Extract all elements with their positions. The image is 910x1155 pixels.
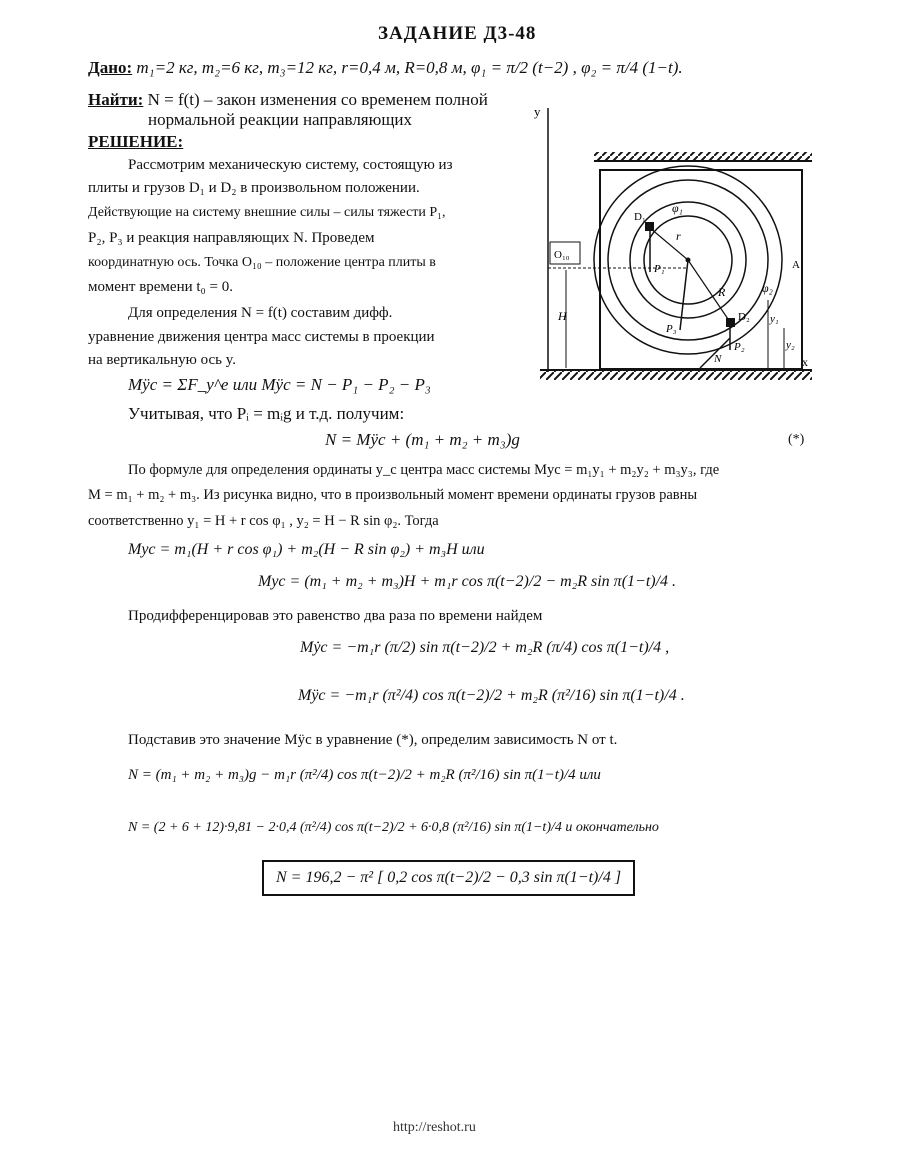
solution-p1-line6: момент времени t₀ = 0. (88, 279, 233, 295)
load-D2 (726, 318, 735, 327)
floor-hatch (540, 371, 812, 380)
solution-p1-line1: Рассмотрим механическую систему, состоящую из (128, 157, 453, 173)
equation-6: Mÿc = −m₁r (π²/4) cos π(t−2)/2 + m₂R (π²/16) sin π(1−t)/4 . (298, 687, 685, 704)
equation-8: N = (2 + 6 + 12)·9,81 − 2·0,4 (π²/4) cos π(t−2)/2 + 6·0,8 (π²/16) sin π(1−t)/4 и окончательно (128, 820, 659, 835)
solution-p1-line4: P₂, P₃ и реакция направляющих N. Проведем (88, 230, 375, 246)
mechanics-figure (530, 100, 820, 390)
solution-p4-line2: M = m₁ + m₂ + m₃. Из рисунка видно, что в произвольный момент времени ординаты грузов равны (88, 487, 698, 503)
load-D1 (645, 222, 654, 231)
equation-2: N = Mÿc + (m₁ + m₂ + m₃)g (325, 430, 520, 449)
solution-p4-line3: соответственно y₁ = H + r cos φ₁ , y₂ = H − R sin φ₂. Тогда (88, 513, 439, 529)
solution-p3: Учитывая, что Pᵢ = mᵢg и т.д. получим: (128, 404, 405, 423)
label-r: r (676, 229, 681, 243)
solution-p1-line3: Действующие на систему внешние силы – силы тяжести P₁, (88, 205, 446, 220)
solution-p2-line2: уравнение движения центра масс системы в проекции (88, 329, 435, 345)
given-line (88, 58, 683, 78)
label-N: N (714, 353, 722, 365)
force-P3 (680, 260, 688, 330)
final-result: N = 196,2 − π² [ 0,2 cos π(t−2)/2 − 0,3 sin π(1−t)/4 ] (262, 860, 635, 896)
document-title: ЗАДАНИЕ Д3-48 (378, 23, 537, 44)
label-y1: y₁ (770, 313, 779, 325)
label-phi1: φ₁ (672, 201, 683, 215)
footer-url: http://reshot.ru (393, 1120, 476, 1135)
ceiling-hatch (594, 152, 812, 161)
label-D2: D₂ (738, 311, 750, 323)
equation-4: Myc = (m₁ + m₂ + m₃)H + m₁r cos π(t−2)/2 − m₂R sin π(1−t)/4 . (258, 573, 677, 590)
find-label: Найти: (88, 90, 144, 109)
solution-p4-line1: По формуле для определения ординаты y_c центра масс системы Myc = m₁y₁ + m₂y₂ + m₃y₃, где (128, 462, 720, 478)
label-H: H (558, 309, 567, 323)
solution-p6: Подставив это значение Mÿc в уравнение (*), определим зависимость N от t. (128, 732, 618, 748)
given-label: Дано: (88, 58, 133, 77)
find-text-1: N = f(t) – закон изменения со временем полной (147, 90, 488, 109)
label-O10: O₁₀ (554, 249, 570, 261)
equation-2-number: (*) (788, 432, 805, 447)
equation-7: N = (m₁ + m₂ + m₃)g − m₁r (π²/4) cos π(t−2)/2 + m₂R (π²/16) sin π(1−t)/4 или (128, 767, 601, 783)
given-text: m₁=2 кг, m₂=6 кг, m₃=12 кг, r=0,4 м, R=0,8 м, φ₁ = π/2 (t−2) , φ₂ = π/4 (1−t). (136, 58, 683, 77)
label-A: A (792, 259, 800, 271)
solution-label: РЕШЕНИЕ: (88, 132, 184, 151)
solution-p1-line2: плиты и грузов D₁ и D₂ в произвольном положении. (88, 180, 420, 196)
find-line-1 (88, 90, 488, 110)
solution-p2-line3: на вертикальную ось y. (88, 352, 237, 368)
label-y: y (534, 104, 541, 119)
solution-p1-line5: координатную ось. Точка O₁₀ – положение центра плиты в (88, 255, 436, 270)
label-phi2: φ₂ (762, 281, 773, 295)
label-R: R (718, 285, 726, 299)
radius-r (650, 228, 688, 260)
solution-p2-line1: Для определения N = f(t) составим дифф. (128, 305, 393, 321)
solution-p5: Продифференцировав это равенство два раза по времени найдем (128, 608, 543, 624)
label-P2: P₂ (734, 341, 745, 353)
equation-3: Myc = m₁(H + r cos φ₁) + m₂(H − R sin φ₂) + m₃H или (128, 541, 485, 558)
find-text-2: нормальной реакции направляющих (148, 110, 413, 129)
label-D1: D₁ (634, 211, 646, 223)
equation-5: Mẏc = −m₁r (π/2) sin π(t−2)/2 + m₂R (π/4) cos π(1−t)/4 , (300, 639, 670, 656)
label-y2: y₂ (786, 339, 795, 351)
label-x: x (802, 355, 808, 369)
label-P3: P₃ (666, 323, 677, 335)
equation-1: Mÿc = ΣF_y^e или Mÿc = N − P₁ − P₂ − P₃ (128, 375, 431, 394)
label-P1: P₁ (654, 263, 665, 275)
